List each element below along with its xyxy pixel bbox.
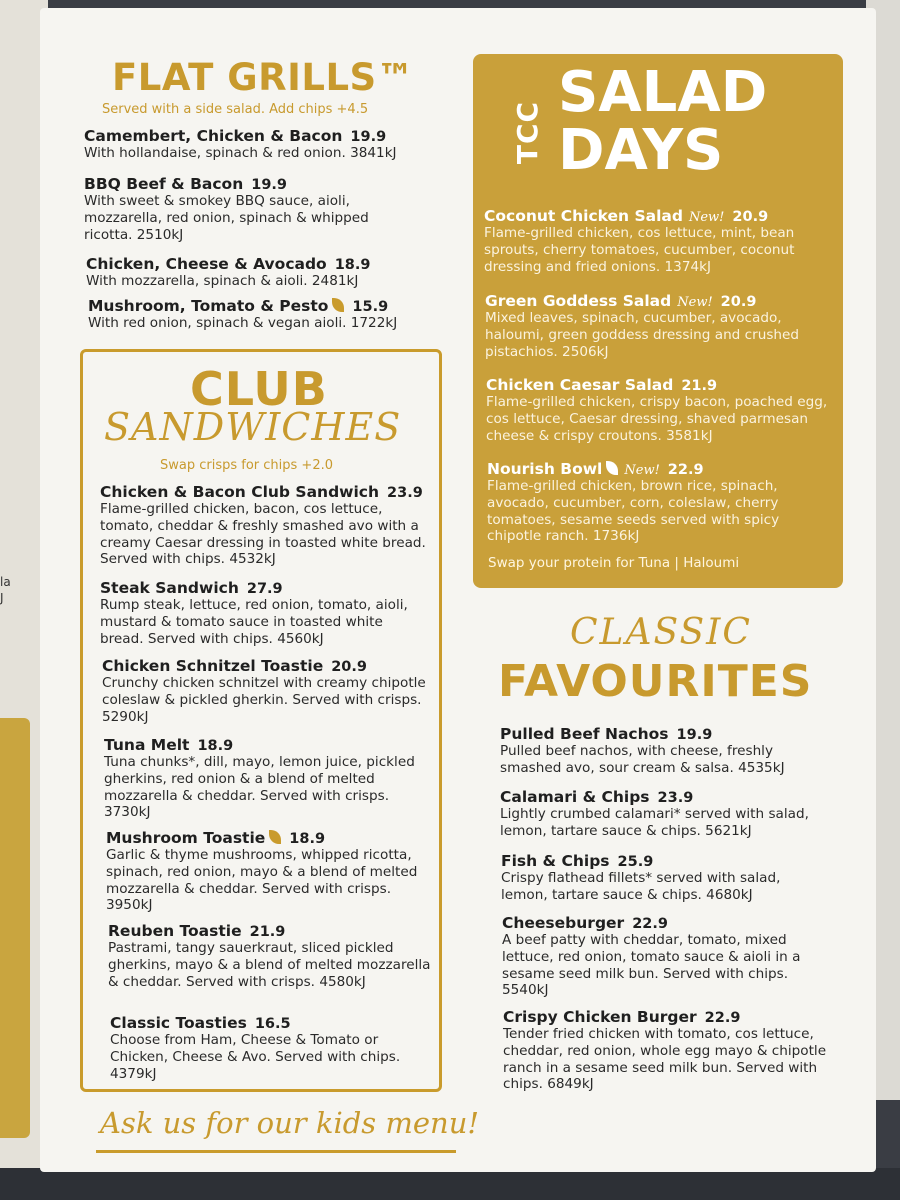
item-desc: With red onion, spinach & vegan aioli. 1722kJ [88, 315, 398, 331]
menu-item [88, 296, 433, 332]
sandwiches-script-title: SANDWICHES [104, 405, 402, 449]
item-name: Cheeseburger [502, 914, 625, 932]
item-desc: With mozzarella, spinach & aioli. 2481kJ [86, 273, 359, 289]
item-desc: With sweet & smokey BBQ sauce, aioli, mozzarella, red onion, spinach & whipped ricotta. 2510kJ [84, 193, 369, 243]
item-price: 20.9 [331, 659, 367, 675]
menu-item [485, 291, 830, 360]
menu-item [108, 921, 433, 990]
item-price: 15.9 [352, 299, 389, 315]
adjacent-text-line: la [0, 575, 11, 589]
item-price: 18.9 [197, 738, 234, 754]
item-price: 20.9 [720, 294, 757, 310]
item-desc: Pulled beef nachos, with cheese, freshly smashed avo, sour cream & salsa. 4535kJ [500, 743, 785, 776]
item-name: Chicken & Bacon Club Sandwich [100, 483, 380, 501]
item-name: Mushroom, Tomato & Pesto [88, 297, 329, 315]
item-price: 25.9 [617, 854, 654, 870]
item-desc: Tender fried chicken with tomato, cos lettuce, cheddar, red onion, whole egg mayo & chipotle ranch in a sesame seed milk bun. Served with chips. 6849kJ [503, 1026, 827, 1093]
item-desc: Garlic & thyme mushrooms, whipped ricotta, spinach, red onion, mayo & a blend of melted mozzarella & cheddar. Served with crisps. 3950kJ [106, 847, 418, 914]
menu-item [484, 206, 829, 275]
salad-items [473, 54, 843, 588]
menu-item [501, 851, 831, 904]
vegetarian-leaf-icon [606, 461, 618, 475]
item-name: Chicken Schnitzel Toastie [102, 657, 324, 675]
new-badge: New! [624, 463, 660, 478]
vegetarian-leaf-icon [332, 298, 344, 312]
menu-item [502, 913, 832, 999]
item-name: Reuben Toastie [108, 922, 242, 940]
item-desc: Tuna chunks*, dill, mayo, lemon juice, pickled gherkins, red onion & a blend of melted mozzarella & cheddar. Served with crisps. 3730kJ [104, 754, 415, 821]
menu-item [500, 724, 830, 777]
menu-item [106, 828, 431, 914]
item-price: 27.9 [246, 581, 283, 597]
item-price: 19.9 [251, 177, 288, 193]
new-badge: New! [688, 210, 725, 225]
item-price: 18.9 [289, 831, 326, 847]
item-desc: Lightly crumbed calamari* served with salad, lemon, tartare sauce & chips. 5621kJ [500, 806, 809, 839]
item-desc: Choose from Ham, Cheese & Tomato or Chicken, Cheese & Avo. Served with chips. 4379kJ [110, 1032, 401, 1082]
item-name: Tuna Melt [104, 736, 190, 754]
classic-script-title: CLASSIC [570, 612, 752, 653]
salad-title-line: SALAD [558, 60, 768, 125]
menu-item [100, 482, 430, 568]
item-desc: With hollandaise, spinach & red onion. 3841kJ [84, 145, 397, 161]
item-desc: Flame-grilled chicken, cos lettuce, mint, bean sprouts, cherry tomatoes, cucumber, coconut dressing and fried onions. 1374kJ [484, 225, 795, 275]
item-name: Crispy Chicken Burger [503, 1008, 697, 1026]
item-desc: Flame-grilled chicken, brown rice, spinach, avocado, cucumber, corn, coleslaw, cherry tomatoes, sesame seeds served with spicy chipotle ranch. 1736kJ [487, 478, 780, 545]
table-edge [0, 1168, 900, 1200]
item-price: 16.5 [254, 1016, 291, 1032]
item-name: Steak Sandwich [100, 579, 239, 597]
item-name: Chicken, Cheese & Avocado [86, 255, 327, 273]
item-name: Coconut Chicken Salad [484, 207, 683, 225]
kids-menu-note: Ask us for our kids menu! [100, 1106, 480, 1140]
favourites-title: FAVOURITES [498, 656, 813, 707]
menu-item [102, 656, 432, 725]
item-desc: Crispy flathead fillets* served with salad, lemon, tartare sauce & chips. 4680kJ [501, 870, 781, 903]
item-desc: Crunchy chicken schnitzel with creamy chipotle coleslaw & pickled gherkin. Served with crisps. 5290kJ [102, 675, 426, 725]
item-price: 22.9 [704, 1010, 741, 1026]
swap-protein-note: Swap your protein for Tuna | Haloumi [488, 555, 740, 571]
item-desc: Rump steak, lettuce, red onion, tomato, aioli, mustard & tomato sauce in toasted white bread. Served with chips. 4560kJ [100, 597, 408, 647]
item-name: Nourish Bowl [487, 460, 603, 478]
vegetarian-leaf-icon [269, 830, 281, 844]
menu-item [84, 174, 414, 243]
adjacent-page-text [0, 574, 11, 606]
menu-item [503, 1007, 838, 1093]
flat-grills-note: Served with a side salad. Add chips +4.5 [102, 102, 369, 117]
item-name: Pulled Beef Nachos [500, 725, 669, 743]
item-price: 23.9 [657, 790, 694, 806]
adjacent-text-line: J [0, 591, 4, 605]
item-desc: Pastrami, tangy sauerkraut, sliced pickled gherkins, mayo & a blend of melted mozzarella & cheddar. Served with crisps. 4580kJ [108, 940, 431, 990]
item-price: 19.9 [676, 727, 713, 743]
item-name: Fish & Chips [501, 852, 610, 870]
menu-item [104, 735, 424, 821]
item-desc: Flame-grilled chicken, crispy bacon, poached egg, cos lettuce, Caesar dressing, shaved parmesan cheese & crispy croutons. 3581kJ [486, 394, 828, 444]
item-name: Mushroom Toastie [106, 829, 266, 847]
menu-item [487, 459, 832, 545]
item-price: 20.9 [732, 209, 769, 225]
menu-item [500, 787, 830, 840]
item-price: 21.9 [681, 378, 718, 394]
item-price: 23.9 [387, 485, 423, 501]
item-desc: Mixed leaves, spinach, cucumber, avocado, haloumi, green goddess dressing and crushed pistachios. 2506kJ [485, 310, 800, 360]
menu-item [486, 375, 836, 444]
item-price: 22.9 [632, 916, 668, 932]
item-name: Calamari & Chips [500, 788, 650, 806]
item-desc: A beef patty with cheddar, tomato, mixed lettuce, red onion, tomato sauce & aioli in a sesame seed milk bun. Served with chips. 5540kJ [502, 932, 801, 999]
item-name: Camembert, Chicken & Bacon [84, 127, 343, 145]
menu-item [86, 254, 426, 290]
item-name: Chicken Caesar Salad [486, 376, 674, 394]
item-price: 21.9 [249, 924, 286, 940]
item-price: 19.9 [350, 129, 387, 145]
club-title: CLUB [190, 362, 328, 416]
salad-title-line: DAYS [558, 118, 724, 183]
item-desc: Flame-grilled chicken, bacon, cos lettuce, tomato, cheddar & freshly smashed avo with a creamy Caesar dressing in toasted white bread. Served with chips. 4532kJ [100, 501, 426, 568]
adjacent-page-panel [0, 718, 30, 1138]
club-note: Swap crisps for chips +2.0 [160, 458, 333, 473]
item-name: Classic Toasties [110, 1014, 247, 1032]
logo-text: TCC [511, 100, 545, 164]
item-name: BBQ Beef & Bacon [84, 175, 244, 193]
kids-underline [96, 1150, 456, 1153]
new-badge: New! [677, 295, 713, 310]
item-price: 22.9 [667, 462, 704, 478]
item-price: 18.9 [334, 257, 371, 273]
menu-item [110, 1013, 435, 1082]
menu-item [100, 578, 420, 647]
item-name: Green Goddess Salad [485, 292, 672, 310]
flat-grills-title: FLAT GRILLS™ [112, 56, 415, 99]
menu-item [84, 126, 424, 162]
